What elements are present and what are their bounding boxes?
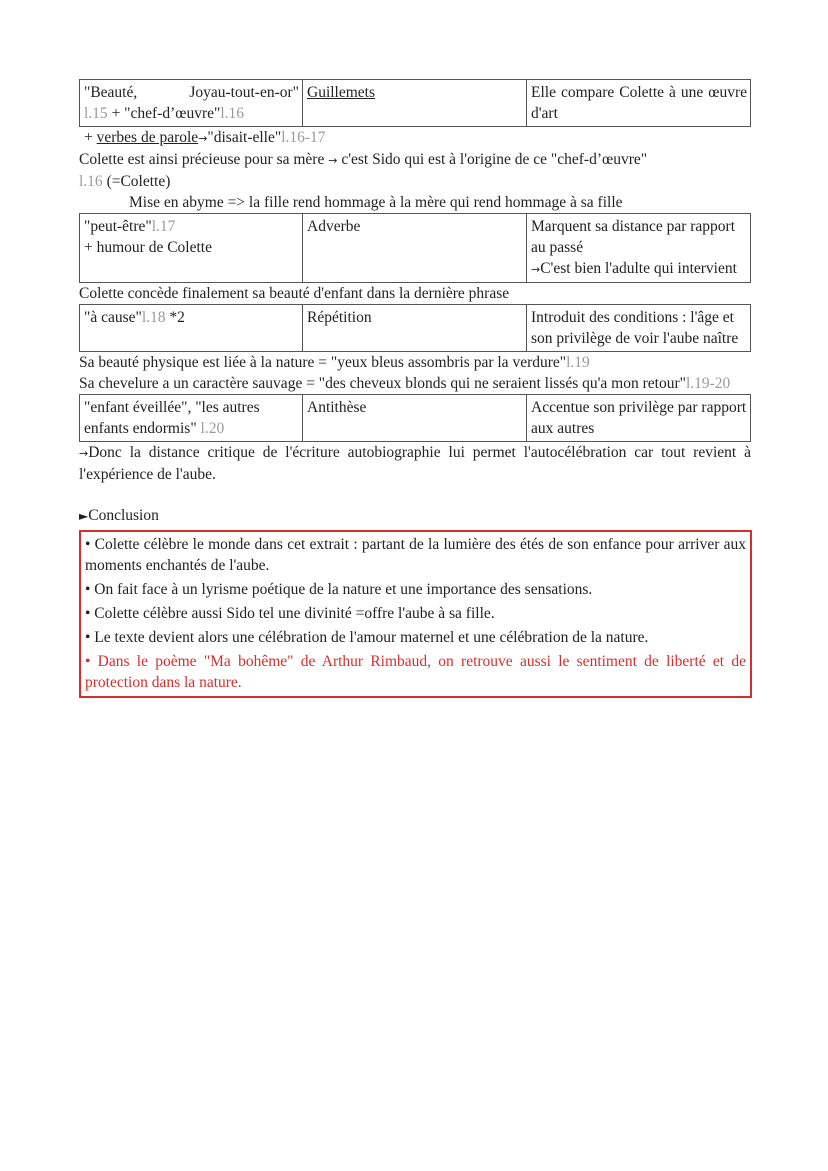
analysis-table-2 [79,213,751,283]
conclusion-item: • Le texte devient alors une célébration de l'amour maternel et une célébration de la nature. [85,629,649,646]
analysis-table-1 [79,79,751,127]
precieuse-paragraph: Colette est ainsi précieuse pour sa mère → c'est Sido qui est à l'origine de ce "chef-d’œuvre" l.16 (=Colette) [79,151,648,190]
triangle-bullet-icon: ► [79,509,89,523]
effect-cell: Marquent sa distance par rapport au passé →C'est bien l'adulte qui intervient [527,214,751,283]
analysis-table-3 [79,304,751,352]
donc-paragraph: →Donc la distance critique de l'écriture autobiographie lui permet l'autocélébration car tout revient à l'expérience de l'aube. [79,444,751,483]
arrow-icon: → [328,154,338,167]
effect-text: Elle compare Colette à une œuvre d'art [531,84,747,122]
quote-cell: "enfant éveillée", "les autres enfants endormis" l.20 [80,395,303,442]
table-row [80,395,751,442]
conclusion-heading: ►Conclusion [79,507,159,524]
line-reference: l.17 [151,218,176,235]
effect-cell: Introduit des conditions : l'âge et son privilège de voir l'aube naître [527,305,751,352]
device-label: Guillemets [307,84,376,101]
conclusion-item: • Colette célèbre aussi Sido tel une divinité =offre l'aube à sa fille. [85,605,495,622]
conclusion-item-highlight: • Dans le poème "Ma bohême" de Arthur Rimbaud, on retrouve aussi le sentiment de liberté et de protection dans la nature. [85,653,746,691]
quote-line-1: "Beauté, Joyau-tout-en-or" [84,84,299,101]
concede-line: Colette concède finalement sa beauté d'enfant dans la dernière phrase [79,285,510,302]
conclusion-box [79,530,752,698]
effect-cell [527,80,751,127]
quote-cell [80,80,303,127]
table-row [80,214,751,283]
quote-cell: "peut-être"l.17 + humour de Colette [80,214,303,283]
arrow-icon: → [198,132,208,145]
line-reference: l.19-20 [685,375,731,392]
device-cell: Antithèse [303,395,527,442]
verbes-underlined: verbes de parole [96,129,199,146]
effect-cell: Accentue son privilège par rapport aux autres [527,395,751,442]
device-cell [303,80,527,127]
device-cell: Adverbe [303,214,527,283]
arrow-icon: → [79,447,89,460]
table-row [80,305,751,352]
device-cell: Répétition [303,305,527,352]
quote-line-2: l.15 + "chef-d’œuvre"l.16 [84,105,244,122]
arrow-icon: → [531,263,541,276]
line-reference: l.15 [84,105,108,122]
line-reference: l.20 [200,420,225,437]
line-reference: l.16 [79,173,103,190]
mise-en-abyme-line: Mise en abyme => la fille rend hommage à la mère qui rend hommage à sa fille [129,194,623,211]
line-reference: l.18 [141,309,166,326]
conclusion-item: • On fait face à un lyrisme poétique de la nature et une importance des sensations. [85,581,593,598]
document-page [79,79,751,698]
chevelure-paragraph: Sa chevelure a un caractère sauvage = "des cheveux blonds qui ne seraient lissés qu'a mon retour"l.19-20 [79,375,731,392]
beaute-line: Sa beauté physique est liée à la nature = "yeux bleus assombris par la verdure"l.19 [79,354,590,371]
table-row [80,80,751,127]
conclusion-item: • Colette célèbre le monde dans cet extrait : partant de la lumière des étés de son enfance pour arriver aux moments enchantés de l'aube. [85,536,746,574]
analysis-table-4 [79,394,751,442]
line-reference: l.16-17 [281,129,326,146]
line-reference: l.19 [566,354,590,371]
quote-cell: "à cause"l.18 *2 [80,305,303,352]
verbes-line: + verbes de parole→"disait-elle"l.16-17 [84,129,326,146]
line-reference: l.16 [220,105,244,122]
